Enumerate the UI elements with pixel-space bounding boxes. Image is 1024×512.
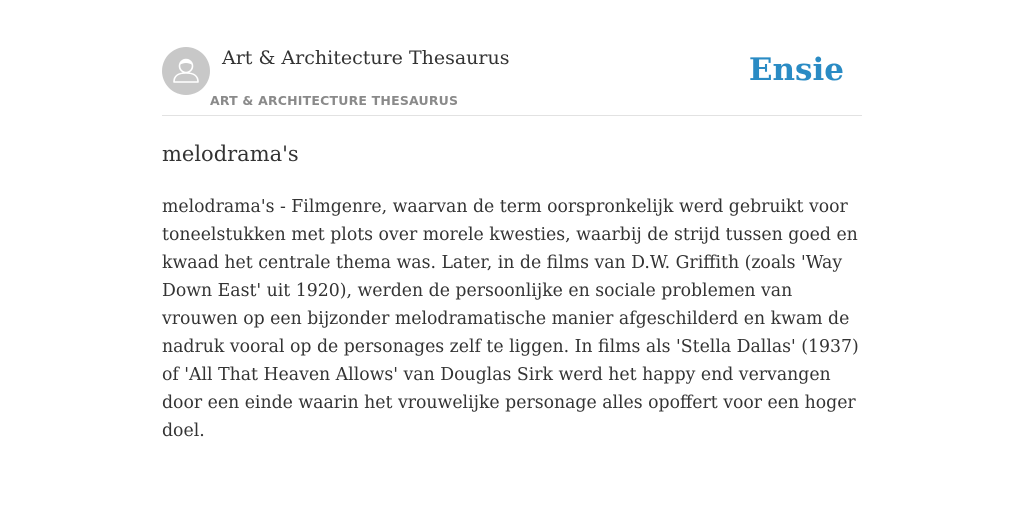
entry-header [162,46,862,116]
avatar[interactable] [162,47,210,95]
entry-term: melodrama's [162,142,299,166]
entry-definition: melodrama's - Filmgenre, waarvan de term oorspronkelijk werd gebruikt voor toneelstukken met plots over morele kwesties, waarbij de strijd tussen goed en kwaad het centrale thema was. Later, in de films van D.W. Griffith (zoals 'Way Down East' uit 1920), werden de persoonlijke en sociale problemen van vrouwen op een bijzonder melodramatische manier afgeschilderd en kwam de nadruk vooral op de personages zelf te liggen. In films als 'Stella Dallas' (1937) of 'All That Heaven Allows' van Douglas Sirk werd het happy end vervangen door een einde waarin het vrouwelijke personage alles opoffert voor een hoger doel. [162,197,859,441]
source-title[interactable]: Art & Architecture Thesaurus [222,47,510,69]
user-avatar-icon [162,47,210,95]
source-subtitle[interactable]: ART & ARCHITECTURE THESAURUS [210,93,459,108]
brand-logo[interactable]: Ensie [748,52,844,88]
